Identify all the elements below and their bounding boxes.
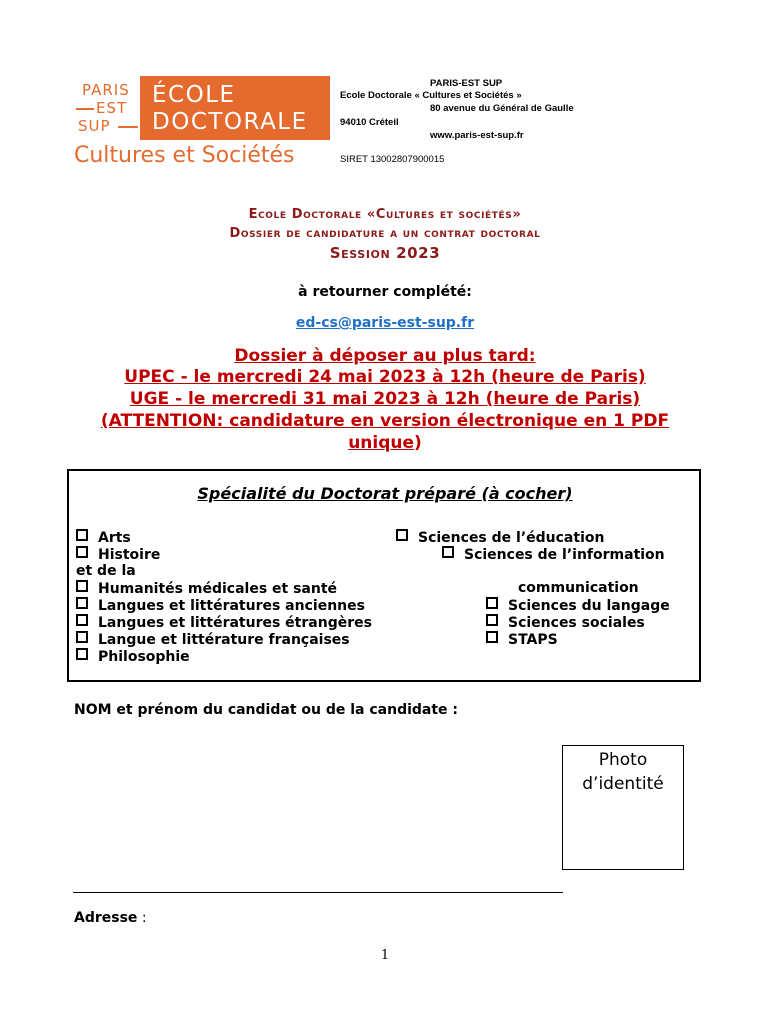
checkbox-label: STAPS <box>508 632 558 648</box>
title-line-3: Session 2023 <box>329 244 441 262</box>
school-logo <box>76 76 330 140</box>
wrapped-label-text: communication <box>518 580 639 596</box>
address-field <box>74 910 147 926</box>
specialite-title: Spécialité du Doctorat préparé (à cocher) <box>197 484 573 503</box>
email-wrap <box>0 312 770 331</box>
photo-label-line2: d’identité <box>582 774 664 794</box>
address-label: Adresse <box>74 910 138 926</box>
checkbox-label: Sciences de l’éducation <box>418 530 605 546</box>
checkbox-sciences-sociales[interactable] <box>486 614 645 631</box>
header-address: 80 avenue du Général de Gaulle <box>430 103 574 114</box>
checkbox-label: Arts <box>98 530 131 546</box>
checkbox-label: Langues et littératures anciennes <box>98 598 365 614</box>
checkbox-label: Sciences du langage <box>508 598 670 614</box>
checkbox-square-icon[interactable] <box>76 546 88 558</box>
name-field-line[interactable] <box>73 892 563 893</box>
checkbox-square-icon[interactable] <box>76 648 88 660</box>
deadline-unique: unique <box>348 433 415 453</box>
checkbox-square-icon[interactable] <box>76 614 88 626</box>
wrapped-label-text: et de la <box>76 563 136 579</box>
checkbox-label: Philosophie <box>98 649 190 665</box>
deadline-upec: UPEC - le mercredi 24 mai 2023 à 12h (heure de Paris) <box>124 367 646 387</box>
deadline-heading: Dossier à déposer au plus tard: <box>234 346 536 366</box>
logo-est-text: EST <box>96 99 128 117</box>
checkbox-square-icon[interactable] <box>76 580 88 592</box>
logo-sup-text: SUP <box>78 117 111 135</box>
logo-paris-text: PARIS <box>82 81 130 99</box>
checkbox-arts[interactable] <box>76 529 131 546</box>
name-label: NOM et prénom du candidat ou de la candidate : <box>74 702 459 718</box>
return-label: à retourner complété: <box>298 284 472 300</box>
checkbox-sciences-education[interactable] <box>396 529 604 546</box>
title-line-1: Ecole Doctorale «Cultures et sociétés» <box>248 207 522 222</box>
checkbox-square-icon[interactable] <box>486 631 498 643</box>
checkbox-litterature-francaise[interactable] <box>76 631 350 648</box>
header-school: Ecole Doctorale « Cultures et Sociétés » <box>340 90 522 101</box>
header-website: www.paris-est-sup.fr <box>430 130 524 141</box>
checkbox-square-icon[interactable] <box>396 529 408 541</box>
checkbox-staps[interactable] <box>486 631 558 648</box>
checkbox-label: Langue et littérature françaises <box>98 632 350 648</box>
checkbox-langues-etrangeres[interactable] <box>76 614 372 631</box>
checkbox-langues-anciennes[interactable] <box>76 597 365 614</box>
header-org: PARIS-EST SUP <box>430 78 503 89</box>
title-line-2: Dossier de candidature a un contrat doctoral <box>229 226 541 241</box>
checkbox-sciences-information[interactable] <box>442 546 665 563</box>
checkbox-square-icon[interactable] <box>486 597 498 609</box>
checkbox-label: Sciences sociales <box>508 615 645 631</box>
checkbox-square-icon[interactable] <box>76 597 88 609</box>
checkbox-square-icon[interactable] <box>76 631 88 643</box>
logo-subtitle: Cultures et Sociétés <box>74 143 295 168</box>
logo-divider <box>118 126 138 128</box>
checkbox-label: Histoire <box>98 547 161 563</box>
deadline-paren: ) <box>414 433 422 453</box>
header-city: 94010 Créteil <box>340 117 399 128</box>
deadline-uge: UGE - le mercredi 31 mai 2023 à 12h (heure de Paris) <box>129 389 641 409</box>
page-number: 1 <box>380 948 390 963</box>
photo-placeholder[interactable] <box>562 745 684 870</box>
email-link[interactable]: ed-cs@paris-est-sup.fr <box>295 315 475 331</box>
checkbox-histoire[interactable] <box>76 546 160 563</box>
checkbox-label: Sciences de l’information <box>464 547 665 563</box>
photo-label-line1: Photo <box>598 750 648 770</box>
logo-doctorale-text: DOCTORALE <box>152 109 308 135</box>
ecole-doctorale-logo <box>140 76 330 140</box>
address-colon: : <box>137 910 147 926</box>
logo-divider <box>76 108 94 110</box>
checkbox-philosophie[interactable] <box>76 648 190 665</box>
header-siret: SIRET 13002807900015 <box>340 154 445 165</box>
paris-est-sup-logo <box>76 76 138 140</box>
checkbox-label: Langues et littératures étrangères <box>98 615 372 631</box>
checkbox-square-icon[interactable] <box>76 529 88 541</box>
deadline-attention: (ATTENTION: candidature en version électronique en 1 PDF <box>100 411 670 431</box>
checkbox-square-icon[interactable] <box>442 546 454 558</box>
checkbox-humanites-medicales[interactable] <box>76 580 337 597</box>
checkbox-label: Humanités médicales et santé <box>98 581 338 597</box>
deadline-last-line <box>0 433 770 453</box>
checkbox-sciences-langage[interactable] <box>486 597 670 614</box>
checkbox-square-icon[interactable] <box>486 614 498 626</box>
logo-ecole-text: ÉCOLE <box>152 82 236 108</box>
